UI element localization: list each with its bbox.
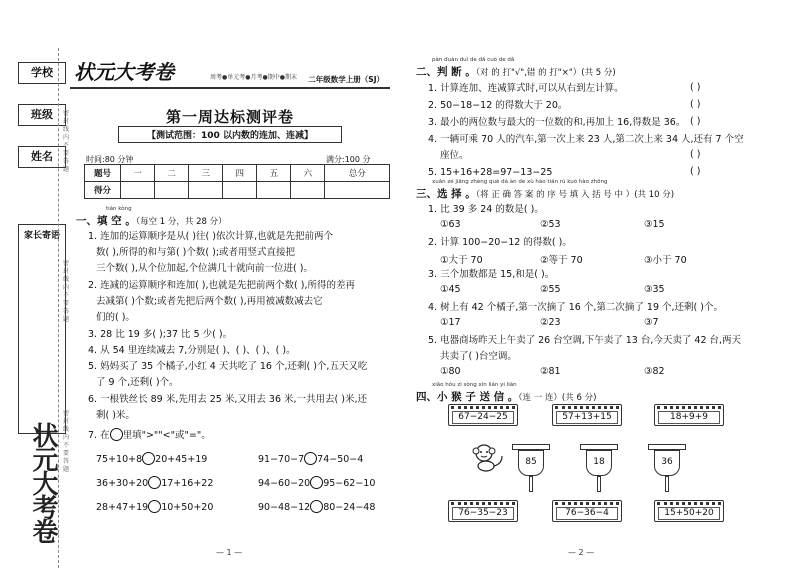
card-stamp-strip — [555, 406, 619, 410]
score-cell[interactable] — [325, 182, 390, 199]
choice-q5-opt3[interactable]: ③82 — [644, 366, 665, 377]
letter-card-bottom[interactable] — [448, 500, 518, 522]
section-3-title — [416, 179, 675, 201]
section-3-heading: 三、选 择 。 — [416, 188, 476, 200]
section-2-heading: 二、判 断 。 — [416, 66, 476, 78]
letter-card-top[interactable] — [448, 404, 518, 426]
judge-item-1: 1. 计算连加、连减算式时,可以从右到左计算。 — [428, 83, 624, 94]
compare-item — [96, 476, 213, 489]
score-row-label: 得分 — [85, 182, 121, 199]
fill-q2c: 们的( )。 — [96, 312, 135, 323]
section-3-note: （将 正 确 答 案 的 序 号 填 入 括 号 中 ）(共 10 分) — [475, 190, 675, 200]
brand-logo-vertical: 状元大考卷 — [28, 422, 58, 542]
compare-circle[interactable] — [142, 452, 155, 465]
fill-q5a: 5. 妈妈买了 35 个橘子,小红 4 天共吃了 16 个,还剩( )个,五天又吃 — [88, 361, 368, 372]
compare-item — [258, 452, 363, 465]
letter-card-top[interactable] — [552, 404, 622, 426]
score-cell[interactable] — [121, 182, 155, 199]
fill-q7-post: 里填">""<"或"="。 — [122, 430, 211, 441]
letter-card-bottom[interactable] — [552, 500, 622, 522]
card-stamp-strip — [451, 406, 515, 410]
card-expression: 76−35−23 — [452, 507, 514, 520]
monkey-icon — [472, 442, 506, 472]
page-number-1: — 1 — — [216, 548, 243, 557]
compare-circle[interactable] — [310, 476, 323, 489]
section-1-pinyin: tián kòng — [106, 206, 132, 212]
judge-item-2: 2. 50−18−12 的得数大于 20。 — [428, 100, 568, 111]
score-header: 题号 — [85, 165, 121, 182]
time-limit: 时间:80 分钟 — [86, 155, 134, 164]
compare-circle[interactable] — [310, 500, 323, 513]
header-tagline: 周考●单元考●月考●期中●期末 — [210, 74, 297, 81]
name-label: 姓名 — [18, 146, 66, 168]
judge-answer-5[interactable]: ( ) — [690, 166, 701, 177]
choice-q4-opt3[interactable]: ③7 — [644, 317, 659, 328]
section-2-pinyin: pàn duàn duì de dǎ cuò de dǎ — [432, 57, 515, 63]
compare-right: 80−24−48 — [323, 502, 376, 513]
full-score: 满分:100 分 — [326, 155, 371, 164]
choice-q2: 2. 计算 100−20−12 的得数( )。 — [428, 237, 572, 248]
score-cell[interactable] — [257, 182, 291, 199]
choice-q4: 4. 树上有 42 个橘子,第一次摘了 16 个,第二次摘了 19 个,还剩( )个。 — [428, 302, 723, 313]
choice-q2-opt3[interactable]: ③小于 70 — [644, 255, 687, 266]
score-cell[interactable] — [291, 182, 325, 199]
header-rule — [70, 87, 390, 89]
fill-q1a: 1. 连加的运算顺序是从( )往( )依次计算,也就是先把前两个 — [88, 231, 333, 242]
mailbox-post — [597, 476, 601, 492]
score-header: 三 — [189, 165, 223, 182]
fill-q2a: 2. 连减的运算顺序和连加( ),也就是先把前两个数( ),所得的差再 — [88, 280, 355, 291]
compare-right: 10+50+20 — [161, 502, 214, 513]
card-stamp-strip — [555, 502, 619, 506]
choice-q5-opt2[interactable]: ②81 — [540, 366, 561, 377]
choice-q5b: 共卖了( )台空调。 — [440, 351, 517, 362]
compare-circle-icon — [110, 428, 123, 441]
section-1-title — [76, 206, 227, 228]
fill-q7-pre: 7. 在 — [88, 430, 110, 441]
choice-q3-opt2[interactable]: ②55 — [540, 284, 561, 295]
card-expression: 76−36−4 — [556, 507, 618, 520]
card-stamp-strip — [657, 502, 721, 506]
choice-q3: 3. 三个加数都是 15,和是( )。 — [428, 269, 555, 280]
judge-item-4b: 座位。 — [440, 150, 469, 161]
mailbox[interactable] — [580, 444, 618, 494]
brand-logo: 状元大考卷 — [74, 60, 174, 84]
choice-q1-opt3[interactable]: ③15 — [644, 219, 665, 230]
mailbox[interactable] — [512, 444, 550, 494]
section-4-title — [416, 382, 597, 404]
card-stamp-strip — [451, 502, 515, 506]
section-1-note: （每空 1 分，共 28 分） — [135, 217, 227, 227]
compare-right: 95−62−10 — [323, 478, 376, 489]
choice-q3-opt3[interactable]: ③35 — [644, 284, 665, 295]
test-range: 【测试范围：100 以内数的连加、连减】 — [118, 126, 342, 143]
seal-warning-2: 密封线内不要答题 — [63, 260, 70, 323]
choice-q2-opt1[interactable]: ①大于 70 — [440, 255, 483, 266]
score-cell[interactable] — [223, 182, 257, 199]
fill-q3: 3. 28 比 19 多( );37 比 5 少( )。 — [88, 329, 233, 340]
compare-left: 75+10+8 — [96, 454, 143, 465]
choice-q5a: 5. 电器商场昨天上午卖了 26 台空调,下午卖了 13 台,今天卖了 42 台,两天 — [428, 335, 742, 346]
judge-item-4: 4. 一辆可乘 70 人的汽车,第一次上来 23 人,第二次上来 34 人,还有 7 个空 — [428, 134, 744, 145]
score-header: 总分 — [325, 165, 390, 182]
card-expression: 57+13+15 — [556, 411, 618, 424]
choice-q1: 1. 比 39 多 24 的数是( )。 — [428, 204, 544, 215]
judge-answer-1[interactable]: ( ) — [690, 82, 701, 93]
card-expression: 15+50+20 — [658, 507, 720, 520]
compare-item — [258, 476, 375, 489]
school-label: 学校 — [18, 62, 66, 84]
judge-answer-4[interactable]: ( ) — [690, 149, 701, 160]
fill-q1c: 三个数( ),从个位加起,个位满几十就向前一位进( )。 — [96, 263, 313, 274]
choice-q3-opt1[interactable]: ①45 — [440, 284, 461, 295]
page-number-2: — 2 — — [568, 548, 595, 557]
card-expression: 67−24−25 — [452, 411, 514, 424]
score-header: 一 — [121, 165, 155, 182]
mailbox-post — [529, 476, 533, 492]
compare-item — [96, 452, 207, 465]
compare-circle[interactable] — [304, 452, 317, 465]
judge-item-3: 3. 最小的两位数与最大的一位数的和,再加上 16,得数是 36。 — [428, 117, 686, 128]
class-label: 班级 — [18, 104, 66, 126]
compare-circle[interactable] — [148, 500, 161, 513]
seal-warning-3: 密封线内不要答题 — [63, 410, 70, 473]
score-header: 四 — [223, 165, 257, 182]
judge-item-5: 5. 15+16+28=97−13−25 — [428, 167, 553, 178]
mailbox-number: 85 — [518, 450, 544, 476]
choice-q2-opt2[interactable]: ②等于 70 — [540, 255, 583, 266]
grade-label: 二年级数学上册（SJ） — [308, 75, 384, 84]
compare-right: 17+16+22 — [161, 478, 214, 489]
mailbox-post — [665, 476, 669, 492]
letter-card-top[interactable] — [654, 404, 724, 426]
page-header — [70, 60, 390, 88]
compare-right: 74−50−4 — [317, 454, 364, 465]
score-header: 五 — [257, 165, 291, 182]
mailbox-number: 36 — [654, 450, 680, 476]
page-title: 第一周达标测评卷 — [165, 108, 294, 126]
compare-item — [96, 500, 213, 513]
mailbox-number: 18 — [586, 450, 612, 476]
fill-q4: 4. 从 54 里连续减去 7,分别是( )、( )、( )、( )。 — [88, 345, 296, 356]
choice-q4-opt1[interactable]: ①17 — [440, 317, 461, 328]
compare-circle[interactable] — [148, 476, 161, 489]
section-3-pinyin: xuǎn zé jiāng zhèng què dá àn de xù hào tián rù kuò hào zhōng — [432, 179, 608, 185]
section-4-pinyin: xiǎo hóu zi sòng xìn lián yi lián — [432, 382, 517, 388]
card-stamp-strip — [657, 406, 721, 410]
compare-left: 90−48−12 — [258, 502, 311, 513]
fill-q2b: 去减第( )个数;或者先把后两个数( ),再用被减数减去它 — [96, 296, 323, 307]
compare-left: 28+47+19 — [96, 502, 149, 513]
section-2-title — [416, 57, 616, 79]
compare-item — [258, 500, 375, 513]
score-table — [84, 164, 390, 199]
choice-q1-opt2[interactable]: ②53 — [540, 219, 561, 230]
fill-q6: 6. 一根铁丝长 89 米,先用去 25 米,又用去 36 米,一共用去( )米,还 — [88, 394, 367, 405]
section-1-heading: 一、填 空 。 — [76, 215, 136, 227]
section-2-note: （对 的 打"√",错 的 打"×"）(共 5 分) — [475, 68, 616, 78]
fill-q5b: 了 9 个,还剩( )个。 — [96, 377, 179, 388]
card-expression: 18+9+9 — [658, 411, 720, 424]
seal-warning-1: 密封线内不要答题 — [63, 110, 70, 173]
fill-q6b: 剩( )米。 — [96, 410, 135, 421]
choice-q1-opt1[interactable]: ①63 — [440, 219, 461, 230]
fill-q1b: 数( ),所得的和与第( )个数( );或者用竖式直接把 — [96, 247, 296, 258]
letter-card-bottom[interactable] — [654, 500, 724, 522]
compare-left: 36+30+20 — [96, 478, 149, 489]
score-cell[interactable] — [155, 182, 189, 199]
score-header: 二 — [155, 165, 189, 182]
choice-q4-opt2[interactable]: ②23 — [540, 317, 561, 328]
choice-q5-opt1[interactable]: ①80 — [440, 366, 461, 377]
score-cell[interactable] — [189, 182, 223, 199]
section-4-heading: 四、小 猴 子 送 信 。 — [416, 391, 519, 403]
judge-answer-3[interactable]: ( ) — [690, 116, 701, 127]
compare-left: 91−70−7 — [258, 454, 305, 465]
score-header: 六 — [291, 165, 325, 182]
fill-q7 — [88, 428, 211, 442]
judge-answer-2[interactable]: ( ) — [690, 99, 701, 110]
mailbox[interactable] — [648, 444, 686, 494]
parent-notes-label: 家长寄语 — [23, 231, 60, 241]
compare-right: 20+45+19 — [155, 454, 208, 465]
section-4-note: （连 一 连）(共 6 分) — [518, 393, 597, 403]
compare-left: 94−60−20 — [258, 478, 311, 489]
